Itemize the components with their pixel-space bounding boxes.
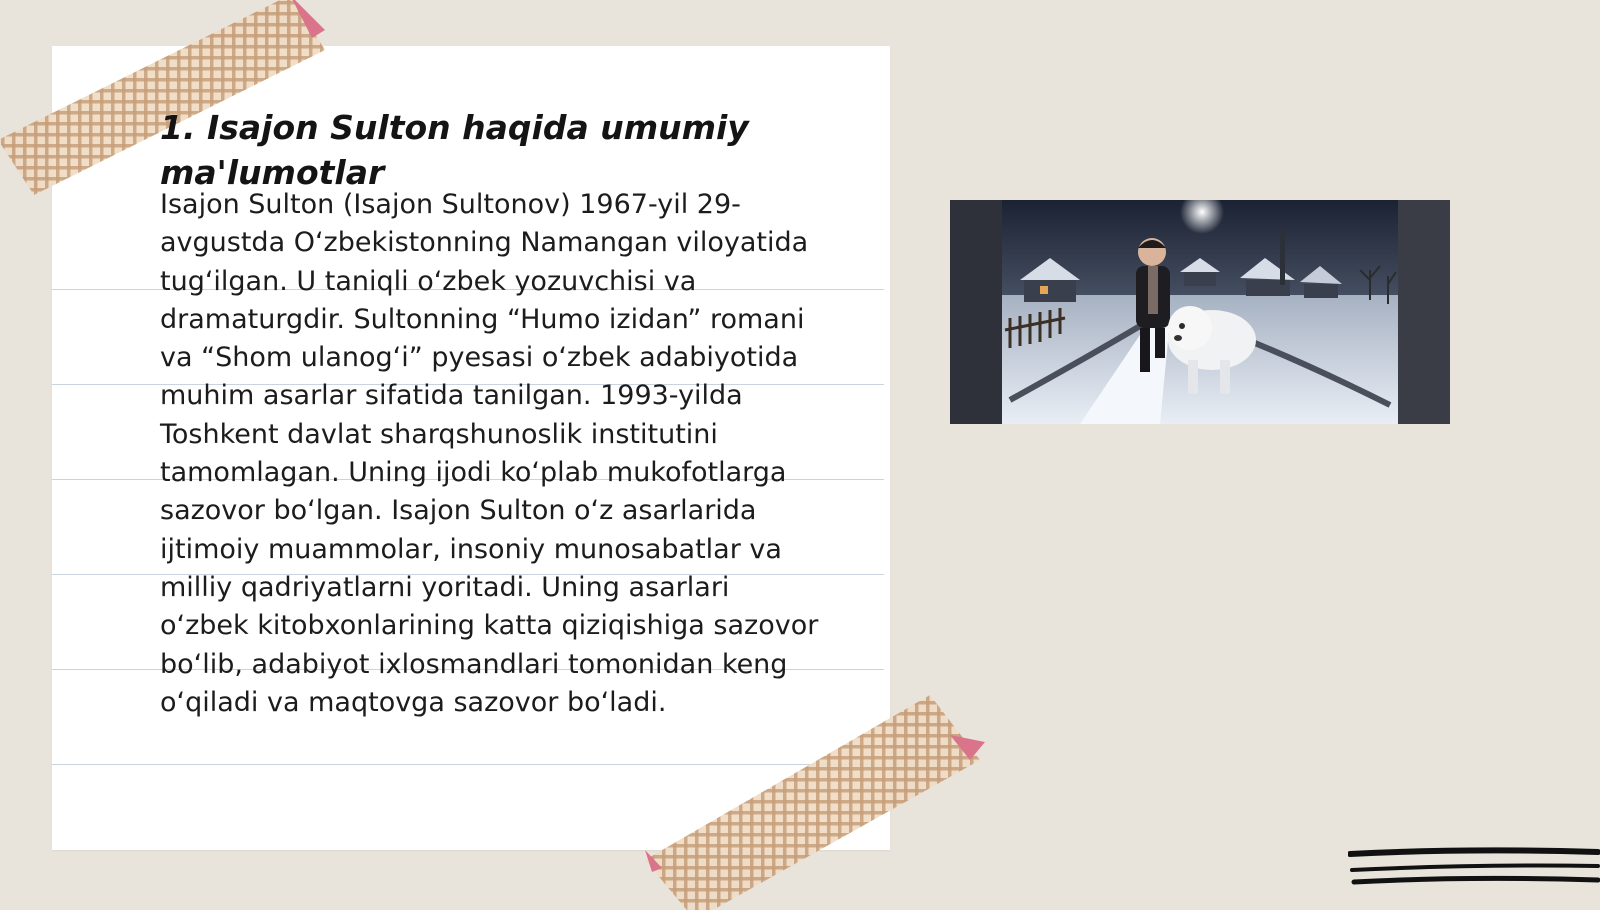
brush-stroke-decoration: [1348, 846, 1600, 890]
slide-body-text: Isajon Sulton (Isajon Sultonov) 1967-yil 29-avgustda O‘zbekistonning Namangan viloyatida tug‘ilgan. U taniqli o‘zbek yozuvchisi va dramaturgdir. Sultonning “Humo izidan” romani va “Shom ulanog‘i” pyesasi o‘zbek adabiyotida muhim asarlar sifatida tanilgan. 1993-yilda Toshkent davlat sharqshunoslik institutini tamomlagan. Uning ijodi ko‘plab mukofotlarga sazovor bo‘lgan. Isajon Sulton o‘z asarlarida ijtimoiy muammolar, insoniy munosabatlar va milliy qadriyatlarni yoritadi. Uning asarlari o‘zbek kitobxonlarining katta qiziqishiga sazovor bo‘lib, adabiyot ixlosmandlari tomonidan keng o‘qiladi va maqtovga sazovor bo‘ladi.: [160, 189, 819, 718]
illustration-image: [950, 200, 1450, 424]
slide-title: 1. Isajon Sulton haqida umumiy ma'lumotlar: [160, 108, 749, 192]
washi-tape-bottom: [640, 690, 1000, 910]
snowy-night-scene: [950, 200, 1450, 424]
